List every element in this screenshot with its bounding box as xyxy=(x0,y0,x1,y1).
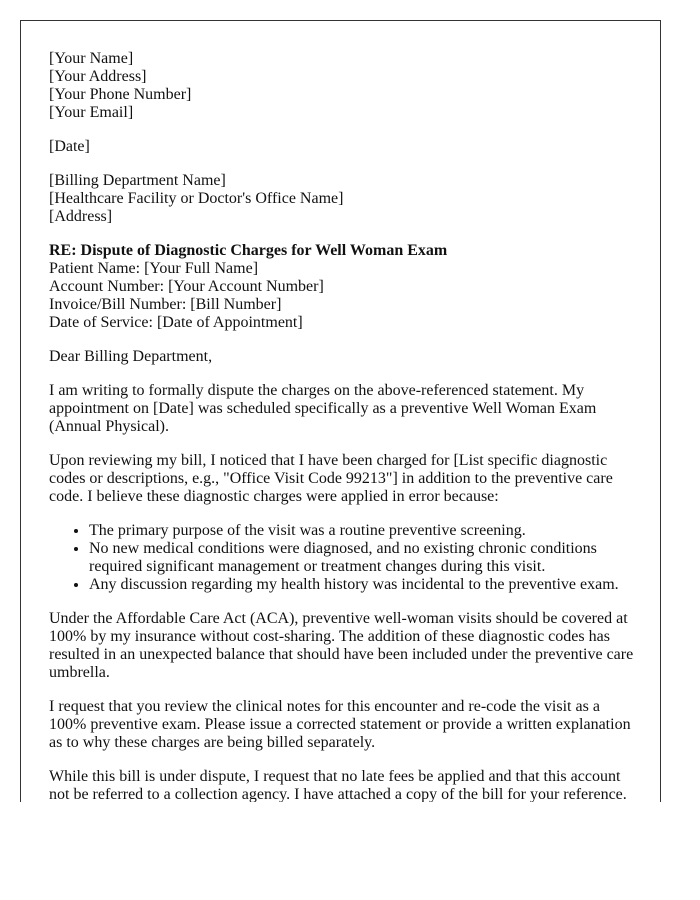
letter-page xyxy=(20,20,661,802)
sender-email: [Your Email] xyxy=(49,104,134,121)
account-number: Account Number: [Your Account Number] xyxy=(49,278,324,295)
letter-content xyxy=(49,50,635,802)
patient-name: Patient Name: [Your Full Name] xyxy=(49,260,259,277)
date-of-service: Date of Service: [Date of Appointment] xyxy=(49,314,303,331)
recipient-department: [Billing Department Name] xyxy=(49,172,226,189)
reasons-list xyxy=(49,522,635,594)
sender-name: [Your Name] xyxy=(49,50,134,67)
sender-address: [Your Address] xyxy=(49,68,147,85)
recipient-block xyxy=(49,172,635,226)
recipient-facility: [Healthcare Facility or Doctor's Office Name] xyxy=(49,190,344,207)
reason-item: • The primary purpose of the visit was a routine preventive screening. xyxy=(89,522,635,540)
subject-title: RE: Dispute of Diagnostic Charges for Well Woman Exam xyxy=(49,242,448,259)
recipient-address: [Address] xyxy=(49,208,113,225)
sender-phone: [Your Phone Number] xyxy=(49,86,192,103)
subject-block xyxy=(49,242,635,332)
body-paragraph-4: I request that you review the clinical notes for this encounter and re-code the visit as a 100% preventive exam. Please issue a corrected statement or provide a written explanation as to why these charges are being billed separately. xyxy=(49,698,631,751)
sender-block xyxy=(49,50,635,122)
salutation: Dear Billing Department, xyxy=(49,348,213,365)
body-paragraph-1: I am writing to formally dispute the charges on the above-referenced statement. My appointment on [Date] was scheduled specifically as a preventive Well Woman Exam (Annual Physical). xyxy=(49,382,597,435)
reason-item: • No new medical conditions were diagnosed, and no existing chronic conditions required significant management or treatment changes during this visit. xyxy=(89,540,635,576)
invoice-number: Invoice/Bill Number: [Bill Number] xyxy=(49,296,282,313)
body-paragraph-3: Under the Affordable Care Act (ACA), preventive well-woman visits should be covered at 100% by my insurance without cost-sharing. The addition of these diagnostic codes has resulted in an unexpected balance that should have been included under the preventive care umbrella. xyxy=(49,610,634,681)
date-block xyxy=(49,138,635,156)
letter-date: [Date] xyxy=(49,138,90,155)
body-paragraph-2: Upon reviewing my bill, I noticed that I have been charged for [List specific diagnostic codes or descriptions, e.g., "Office Visit Code 99213"] in addition to the preventive care code. I believe these diagnostic charges were applied in error because: xyxy=(49,452,613,505)
reason-item: • Any discussion regarding my health history was incidental to the preventive exam. xyxy=(89,576,635,594)
body-paragraph-5: While this bill is under dispute, I request that no late fees be applied and that this account not be referred to a collection agency. I have attached a copy of the bill for your reference. xyxy=(49,768,627,802)
